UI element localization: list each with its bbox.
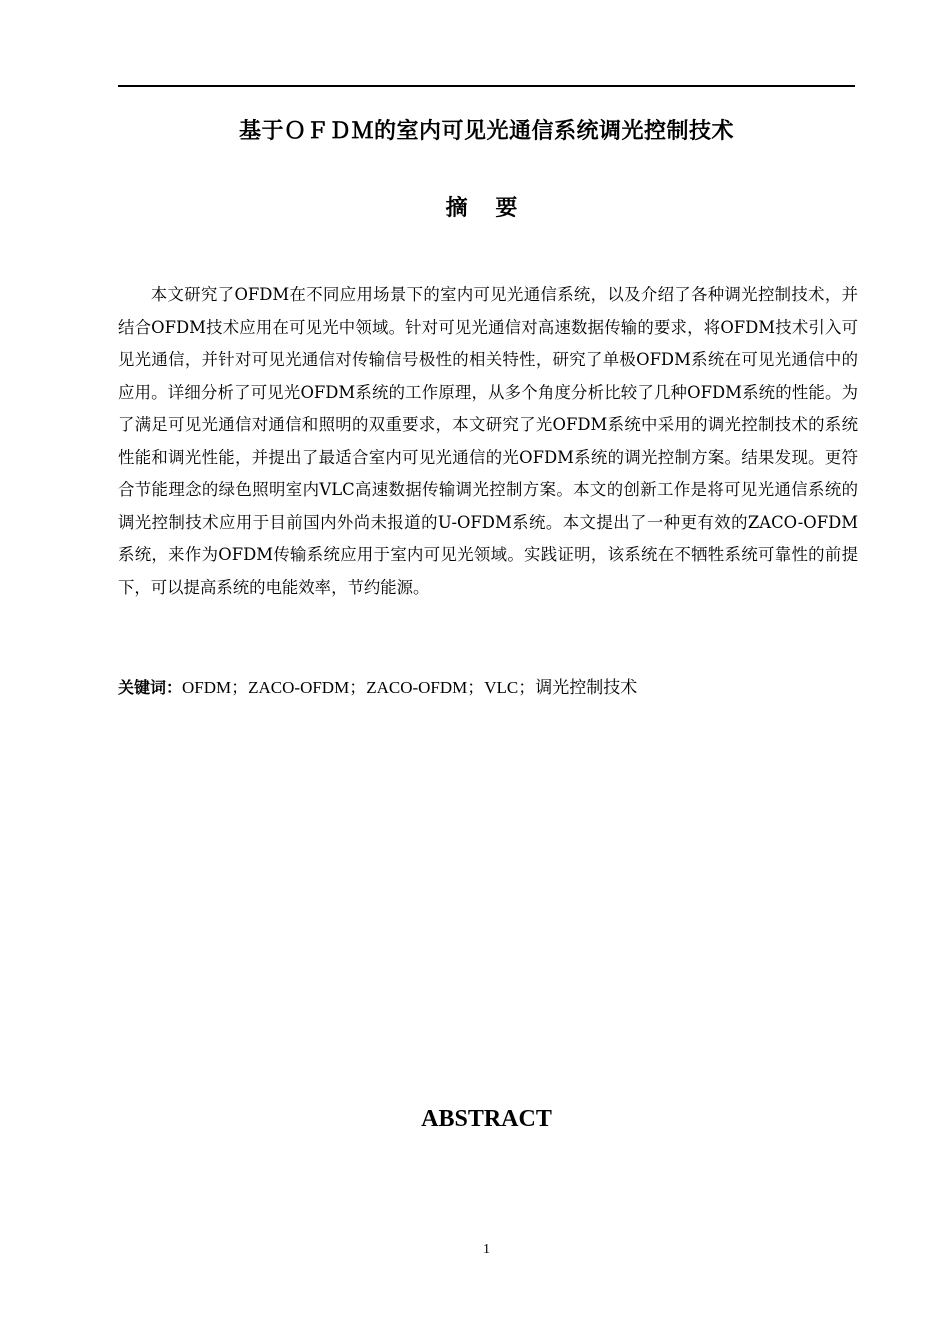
page-number: 1 xyxy=(483,1242,490,1257)
header-rule xyxy=(118,85,855,87)
abstract-paragraph: 本文研究了OFDM在不同应用场景下的室内可见光通信系统，以及介绍了各种调光控制技术，并结合OFDM技术应用在可见光中领域。针对可见光通信对高速数据传输的要求，将OFDM技术引入可见光通信，并针对可见光通信对传输信号极性的相关特性，研究了单极OFDM系统在可见光通信中的应用。详细分析了可见光OFDM系统的工作原理，从多个角度分析比较了几种OFDM系统的性能。为了满足可见光通信对通信和照明的双重要求，本文研究了光OFDM系统中采用的调光控制技术的系统性能和调光性能，并提出了最适合室内可见光通信的光OFDM系统的调光控制方案。结果发现。更符合节能理念的绿色照明室内VLC高速数据传输调光控制方案。本文的创新工作是将可见光通信系统的调光控制技术应用于目前国内外尚未报道的U-OFDM系统。本文提出了一种更有效的ZACO-OFDM系统，来作为OFDM传输系统应用于室内可见光领域。实践证明，该系统在不牺牲系统可靠性的前提下，可以提高系统的电能效率，节约能源。 xyxy=(118,285,858,597)
document-title: 基于ＯＦＤＭ的室内可见光通信系统调光控制技术 xyxy=(238,119,734,144)
keywords-values: OFDM；ZACO-OFDM；ZACO-OFDM；VLC；调光控制技术 xyxy=(182,678,638,697)
abstract-heading: 摘 要 xyxy=(445,196,528,221)
keywords-label: 关键词： xyxy=(118,678,183,697)
english-abstract-heading: ABSTRACT xyxy=(421,1106,552,1132)
keywords-line xyxy=(118,674,858,702)
